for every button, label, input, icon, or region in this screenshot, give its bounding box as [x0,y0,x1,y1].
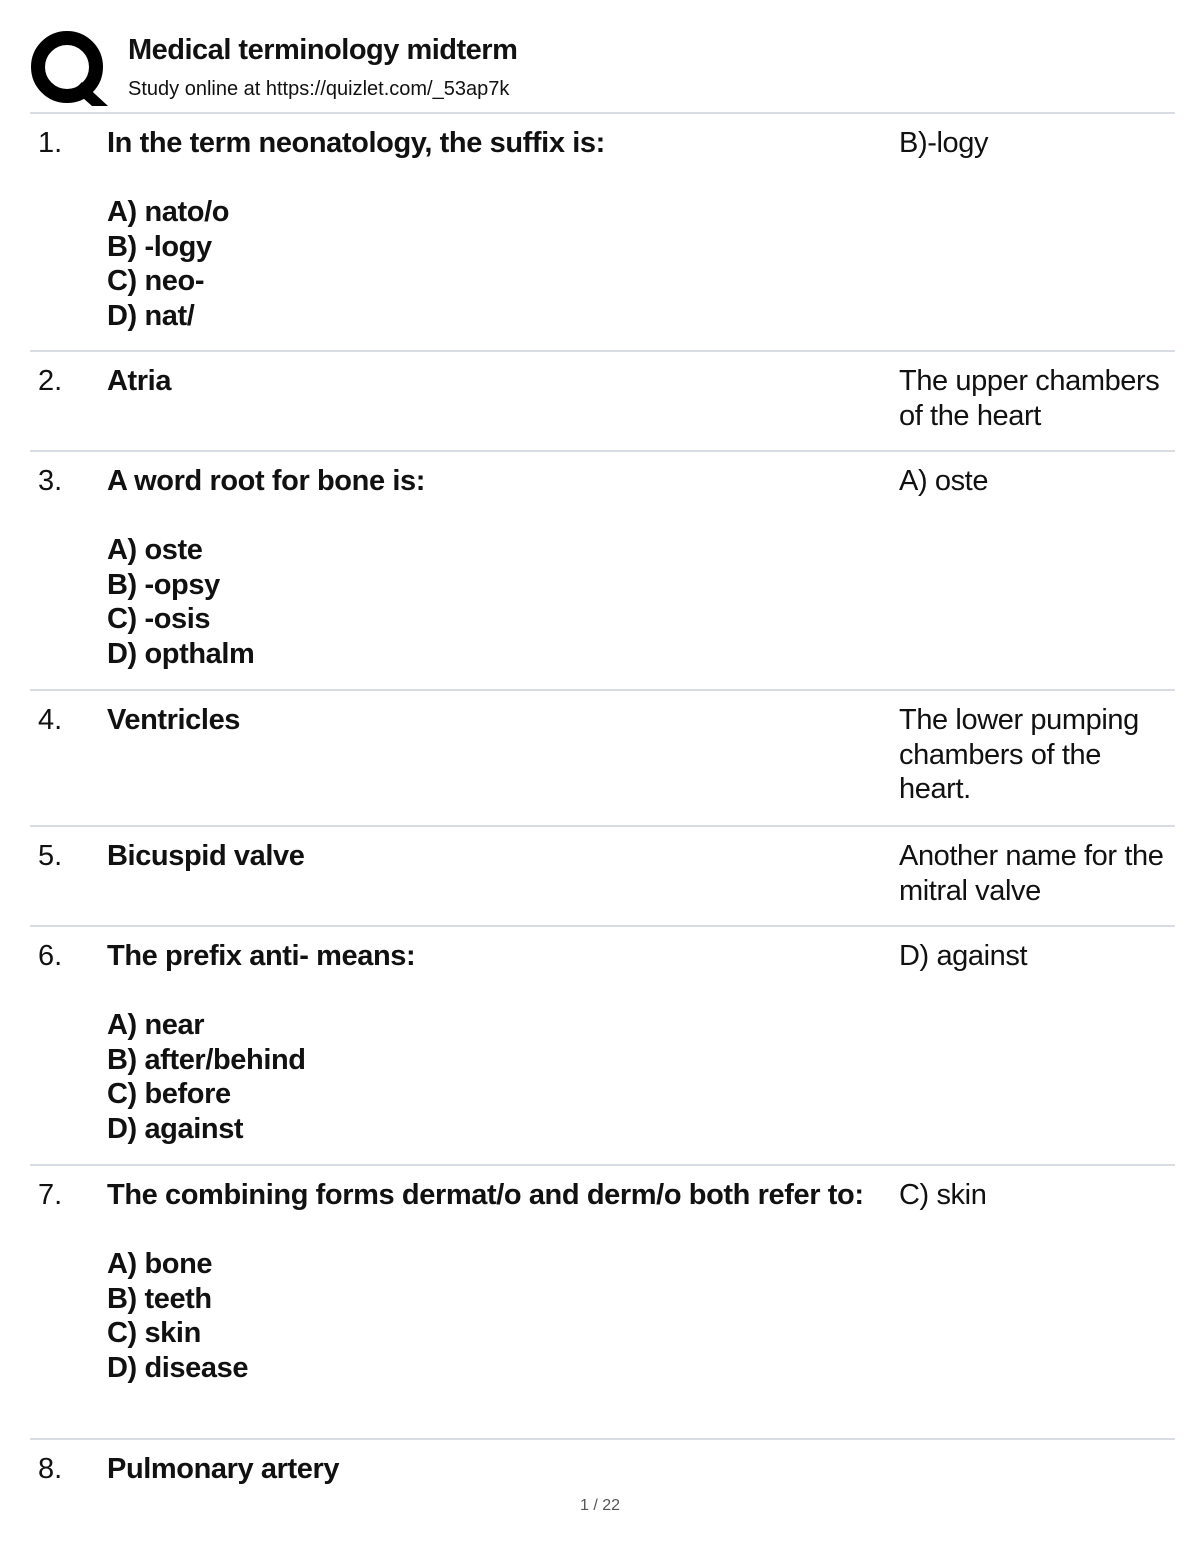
card-answer: The lower pumping chambers of the heart. [899,704,1139,805]
option-item: B) teeth [107,1282,212,1315]
card-number: 5. [38,840,63,872]
card-term [107,1452,897,1487]
card-term [107,939,897,1146]
option-list [107,1247,897,1385]
question-text: The prefix anti- means: [107,940,416,972]
card-number: 6. [38,940,63,972]
option-item: A) oste [107,534,203,566]
study-online-link[interactable]: Study online at https://quizlet.com/_53ap7k [128,78,510,100]
flashcard [30,352,1175,452]
question-text: Ventricles [107,704,241,736]
flashcard [30,827,1175,927]
page-header [30,26,1175,112]
option-item: A) bone [107,1248,213,1280]
option-item: C) -osis [107,603,211,635]
option-list [107,1008,897,1146]
card-answer: B)-logy [899,127,989,159]
question-text: A word root for bone is: [107,465,425,497]
card-answer: C) skin [899,1179,987,1211]
card-number: 7. [38,1179,63,1211]
question-text: Atria [107,365,172,397]
card-answer: Another name for the mitral valve [899,840,1164,907]
card-answer: The upper chambers of the heart [899,365,1160,432]
flashcard [30,927,1175,1166]
card-number: 1. [38,127,63,159]
card-answer: D) against [899,940,1028,972]
page-indicator: 1 / 22 [579,1497,621,1514]
question-text: In the term neonatology, the suffix is: [107,127,605,159]
flashcard [30,1440,1175,1500]
card-number: 4. [38,704,63,736]
flashcard [30,691,1175,827]
quizlet-logo-icon [30,30,108,108]
option-item: C) skin [107,1317,201,1349]
card-term [107,464,897,671]
flashcard [30,452,1175,691]
card-term [107,364,897,399]
question-text: Pulmonary artery [107,1453,340,1485]
option-item: D) disease [107,1351,249,1384]
page-title: Medical terminology midterm [128,34,518,66]
option-item: B) -opsy [107,568,220,601]
option-item: B) after/behind [107,1043,306,1076]
option-item: C) before [107,1078,231,1110]
option-list [107,533,897,671]
question-text: Bicuspid valve [107,840,305,872]
option-item: D) nat/ [107,299,195,332]
card-answer: A) oste [899,465,989,497]
option-item: D) opthalm [107,637,255,670]
option-item: B) -logy [107,230,212,263]
option-item: D) against [107,1112,244,1145]
card-number: 3. [38,465,63,497]
flashcard [30,114,1175,352]
card-term [107,839,897,874]
question-text: The combining forms dermat/o and derm/o both refer to: [107,1179,864,1211]
card-term [107,126,897,333]
card-number: 2. [38,365,63,397]
card-term [107,1178,897,1385]
card-term [107,703,897,738]
flashcard [30,1166,1175,1440]
option-item: A) near [107,1009,205,1041]
option-list [107,195,897,333]
flashcard-list [30,114,1175,1500]
option-item: A) nato/o [107,196,230,228]
option-item: C) neo- [107,265,205,297]
card-number: 8. [38,1453,63,1485]
